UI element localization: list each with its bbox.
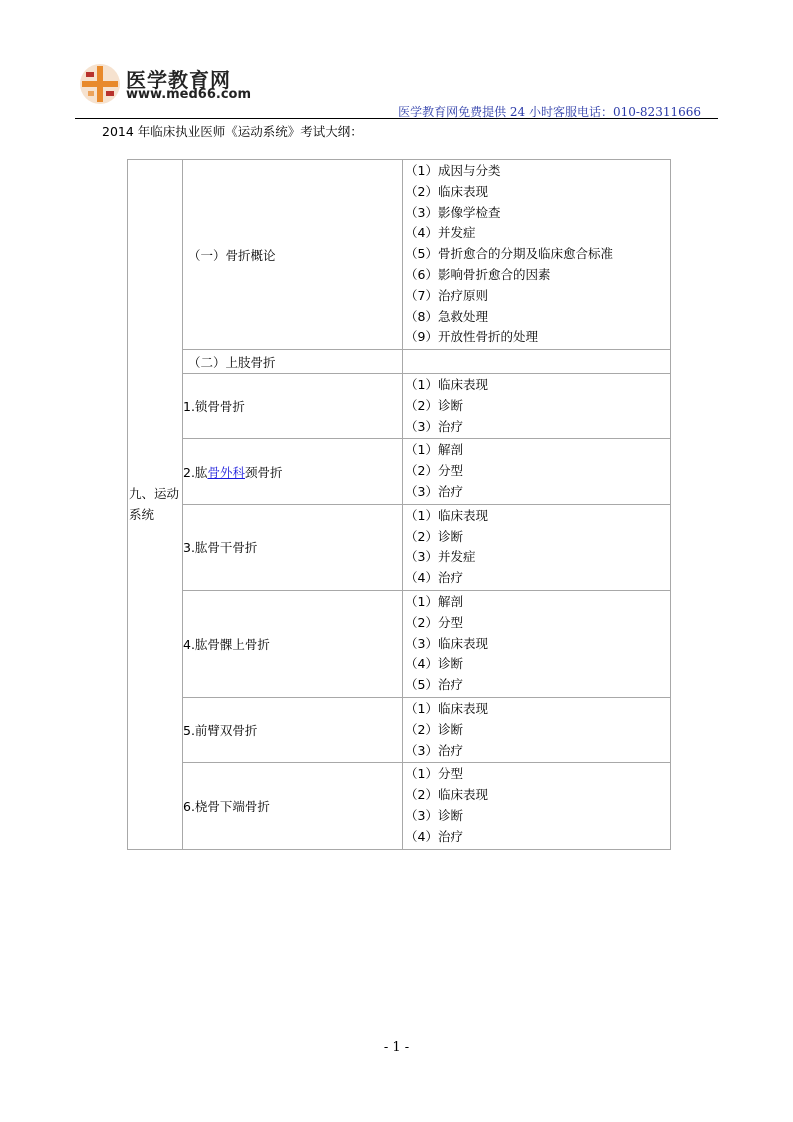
topic-keyword-link[interactable]: 骨外科 xyxy=(207,464,245,480)
subtopics-cell xyxy=(403,350,671,374)
list-item: （3）治疗 xyxy=(405,418,463,434)
topic-cell xyxy=(183,504,403,590)
table-row xyxy=(128,373,671,438)
document-title: 2014 年临床执业医师《运动系统》考试大纲： xyxy=(102,124,363,139)
list-item: （9）开放性骨折的处理 xyxy=(405,329,538,345)
topic-cell xyxy=(183,763,403,849)
page-number: - 1 - xyxy=(383,1040,410,1055)
list-item: （1）临床表现 xyxy=(405,376,488,392)
header-hotline-note: 医学教育网免费提供 24 小时客服电话：010-82311666 xyxy=(398,105,701,119)
logo-emblem-icon xyxy=(78,62,122,106)
site-logo[interactable] xyxy=(78,60,258,108)
subtopics-cell xyxy=(403,439,671,504)
list-item: （5）治疗 xyxy=(405,677,463,693)
list-item: （2）分型 xyxy=(405,614,463,630)
list-item: （6）影响骨折愈合的因素 xyxy=(405,266,551,282)
subtopics-cell xyxy=(403,763,671,849)
list-item: （2）临床表现 xyxy=(405,787,488,803)
topic-label: 5.前臂双骨折 xyxy=(183,723,258,739)
topic-label: （一）骨折概论 xyxy=(188,247,276,263)
table-row xyxy=(128,697,671,762)
subtopics-cell xyxy=(403,160,671,350)
list-item: （2）分型 xyxy=(405,463,463,479)
list-item: （1）解剖 xyxy=(405,593,463,609)
topic-cell xyxy=(183,160,403,350)
list-item: （1）解剖 xyxy=(405,442,463,458)
list-item: （1）分型 xyxy=(405,766,463,782)
header-divider xyxy=(75,118,718,119)
topic-label: 3.肱骨干骨折 xyxy=(183,540,258,556)
list-item: （1）临床表现 xyxy=(405,700,488,716)
syllabus-table xyxy=(127,159,671,850)
list-item: （2）诊断 xyxy=(405,528,463,544)
list-item: （4）治疗 xyxy=(405,828,463,844)
table-row xyxy=(128,504,671,590)
logo-url: www.med66.com xyxy=(126,87,252,102)
list-item: （3）治疗 xyxy=(405,483,463,499)
list-item: （2）临床表现 xyxy=(405,183,488,199)
topic-label: 4.肱骨髁上骨折 xyxy=(183,636,270,652)
section-cell xyxy=(128,160,183,850)
list-item: （3）临床表现 xyxy=(405,635,488,651)
topic-cell xyxy=(183,439,403,504)
list-item: （4）并发症 xyxy=(405,225,476,241)
topic-label-prefix: 2.肱 xyxy=(183,464,208,480)
table-row xyxy=(128,160,671,350)
list-item: （3）诊断 xyxy=(405,807,463,823)
topic-label: 1.锁骨骨折 xyxy=(183,399,245,415)
topic-label-suffix: 颈骨折 xyxy=(244,464,283,480)
topic-label: 6.桡骨下端骨折 xyxy=(183,798,270,814)
list-item: （4）治疗 xyxy=(405,570,463,586)
table-row xyxy=(128,439,671,504)
list-item: （4）诊断 xyxy=(405,656,463,672)
logo-title: 医学教育网 xyxy=(126,68,231,92)
subtopics-cell xyxy=(403,373,671,438)
list-item: （5）骨折愈合的分期及临床愈合标准 xyxy=(405,246,613,262)
list-item: （2）诊断 xyxy=(405,397,463,413)
list-item: （3）治疗 xyxy=(405,742,463,758)
topic-label: （二）上肢骨折 xyxy=(188,354,276,370)
list-item: （1）成因与分类 xyxy=(405,163,501,178)
subtopics-cell xyxy=(403,504,671,590)
list-item: （8）急救处理 xyxy=(405,308,488,324)
section-label: 九、运动系统 xyxy=(129,486,180,523)
topic-cell xyxy=(183,350,403,374)
subtopics-cell xyxy=(403,590,671,697)
list-item: （3）影像学检查 xyxy=(405,204,501,220)
table-row xyxy=(128,763,671,849)
table-row xyxy=(128,350,671,374)
topic-cell xyxy=(183,590,403,697)
list-item: （3）并发症 xyxy=(405,549,476,565)
list-item: （7）治疗原则 xyxy=(405,287,488,303)
topic-cell xyxy=(183,373,403,438)
list-item: （2）诊断 xyxy=(405,721,463,737)
table-row xyxy=(128,590,671,697)
topic-cell xyxy=(183,697,403,762)
subtopics-cell xyxy=(403,697,671,762)
empty-item xyxy=(405,351,670,372)
list-item: （1）临床表现 xyxy=(405,507,488,523)
